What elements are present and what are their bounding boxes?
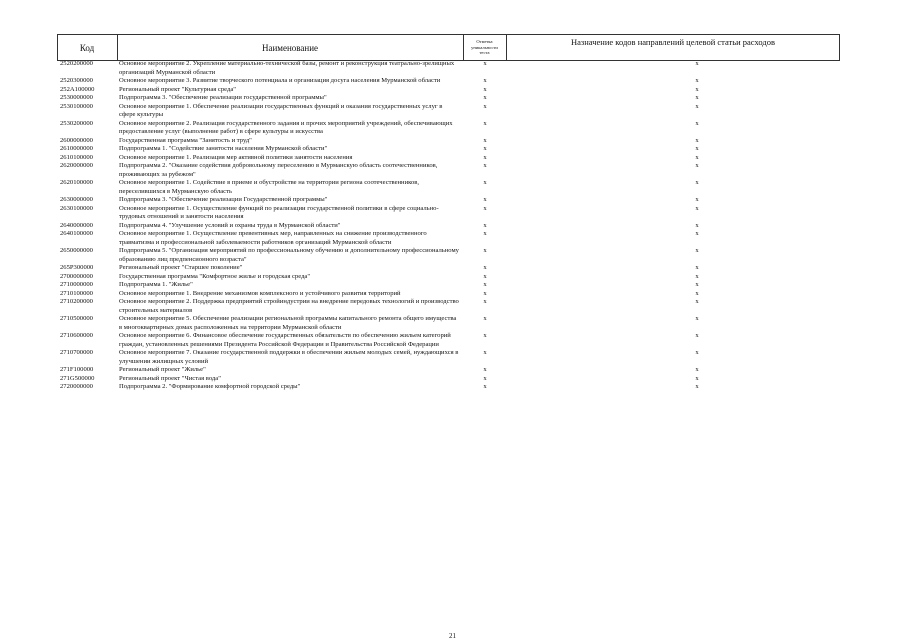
row-name: Подпрограмма 1. "Жилье"	[119, 281, 193, 288]
row-code: 252A100000	[60, 85, 95, 93]
table-row	[57, 332, 840, 349]
row-purpose-mark: x	[695, 162, 699, 169]
row-uniqueness-mark: x	[483, 162, 487, 169]
row-uniqueness-mark: x	[483, 60, 487, 67]
row-code: 2530000000	[60, 94, 93, 101]
row-uniqueness-mark: x	[483, 119, 487, 127]
row-purpose-mark: x	[695, 204, 699, 212]
row-code: 2640100000	[60, 230, 93, 237]
row-purpose-mark: x	[695, 374, 699, 382]
row-purpose-mark: x	[695, 332, 699, 339]
row-code: 2610100000	[60, 153, 93, 161]
row-purpose-mark: x	[695, 230, 699, 237]
row-code: 2650000000	[60, 247, 93, 254]
row-name: Подпрограмма 5. "Организация мероприятий по профессиональному обучению и дополнительному профессиональному образованию лиц предпенсионного возраста"	[119, 247, 459, 263]
row-name: Основное мероприятие 2. Укрепление материально-технической базы, ремонт и реконструкция театрально-зрелищных организаций Мурманской области	[119, 60, 455, 76]
row-code: 2710200000	[60, 298, 93, 305]
row-uniqueness-mark: x	[483, 153, 487, 161]
row-name: Подпрограмма 3. "Обеспечение реализации государственной программы"	[119, 94, 327, 101]
row-uniqueness-mark: x	[483, 281, 487, 288]
row-code: 271F100000	[60, 366, 94, 373]
table-row	[57, 230, 840, 247]
row-purpose-mark: x	[695, 349, 699, 356]
table-row	[57, 264, 840, 273]
row-name: Основное мероприятие 6. Финансовое обеспечение государственных обязательств по обеспечению жильем категорий граждан, установленных решениями Президента Российской Федерации и Правительства Российской Федерации	[119, 332, 451, 348]
row-code: 2530200000	[60, 119, 93, 127]
row-purpose-mark: x	[695, 145, 699, 152]
row-uniqueness-mark: x	[483, 366, 487, 373]
row-code: 2630100000	[60, 204, 93, 212]
row-uniqueness-mark: x	[483, 136, 487, 144]
row-code: 265P300000	[60, 264, 94, 271]
table-row	[57, 298, 840, 315]
table-row	[57, 196, 840, 205]
row-name: Подпрограмма 2. "Формирование комфортной городской среды"	[119, 383, 301, 390]
row-code: 2630000000	[60, 196, 93, 203]
row-uniqueness-mark: x	[483, 332, 487, 339]
row-name: Региональный проект "Старшее поколение"	[119, 264, 243, 271]
table-row	[57, 375, 840, 384]
row-purpose-mark: x	[695, 77, 699, 84]
row-purpose-mark: x	[695, 221, 699, 229]
row-name: Подпрограмма 4. "Улучшение условий и охраны труда в Мурманской области"	[119, 221, 341, 229]
table-row	[57, 137, 840, 146]
row-code: 2610000000	[60, 145, 93, 152]
row-uniqueness-mark: x	[483, 221, 487, 229]
row-uniqueness-mark: x	[483, 315, 487, 322]
row-uniqueness-mark: x	[483, 374, 487, 382]
row-name: Региональный проект "Культурная среда"	[119, 85, 236, 93]
row-purpose-mark: x	[695, 298, 699, 305]
table-row	[57, 315, 840, 332]
row-purpose-mark: x	[695, 94, 699, 101]
row-purpose-mark: x	[695, 383, 699, 390]
table-row	[57, 86, 840, 95]
row-name: Основное мероприятие 1. Содействие в приеме и обустройстве на территории региона соотечественников, переселившихся в Мурманскую область	[119, 179, 420, 195]
row-uniqueness-mark: x	[483, 179, 487, 186]
row-code: 2710700000	[60, 349, 93, 356]
row-name: Основное мероприятие 1. Реализация мер активной политики занятости населения	[119, 153, 353, 161]
row-name: Региональный проект "Жилье"	[119, 366, 206, 373]
row-code: 271G500000	[60, 374, 95, 382]
table-row	[57, 154, 840, 163]
row-purpose-mark: x	[695, 272, 699, 280]
table-row	[57, 366, 840, 375]
row-uniqueness-mark: x	[483, 230, 487, 237]
table-row	[57, 383, 840, 392]
row-purpose-mark: x	[695, 196, 699, 203]
table-row	[57, 94, 840, 103]
row-uniqueness-mark: x	[483, 349, 487, 356]
row-purpose-mark: x	[695, 60, 699, 67]
row-uniqueness-mark: x	[483, 145, 487, 152]
table-body	[57, 60, 840, 392]
row-name: Основное мероприятие 1. Осуществление функций по реализации государственной политики в сфере социально-трудовых отношений и занятости населения	[119, 204, 439, 220]
table-row	[57, 120, 840, 137]
table-row	[57, 205, 840, 222]
row-purpose-mark: x	[695, 315, 699, 322]
table-row	[57, 349, 840, 366]
row-purpose-mark: x	[695, 119, 699, 127]
row-code: 2710000000	[60, 281, 93, 288]
row-name: Основное мероприятие 1. Осуществление превентивных мер, направленных на снижение производственного травматизма и профессиональной заболеваемости работников организаций Мурманской области	[119, 230, 427, 246]
header-purpose: Назначение кодов направлений целевой статьи расходов	[570, 37, 775, 47]
table-row	[57, 222, 840, 231]
row-uniqueness-mark: x	[483, 94, 487, 101]
table-row	[57, 273, 840, 282]
row-code: 2530100000	[60, 102, 93, 110]
page-number: 21	[449, 632, 456, 640]
row-code: 2600000000	[60, 136, 93, 144]
row-name: Основное мероприятие 1. Внедрение механизмов комплексного и устойчивого развития территорий	[119, 289, 401, 297]
row-code: 2640000000	[60, 221, 93, 229]
table-row	[57, 247, 840, 264]
row-name: Государственная программа "Комфортное жилье и городская среда"	[119, 272, 311, 280]
row-name: Подпрограмма 2. "Оказание содействия добровольному переселению в Мурманскую область соотечественников, проживающих за рубежом"	[119, 162, 438, 178]
table-row	[57, 103, 840, 120]
row-uniqueness-mark: x	[483, 383, 487, 390]
row-code: 2710600000	[60, 332, 93, 339]
row-code: 2620000000	[60, 162, 93, 169]
row-name: Основное мероприятие 2. Реализация государственного задания и прочих мероприятий учреждений, обеспечивающих предоставление услуг (выполнение работ) в сфере культуры и искусства	[119, 119, 453, 135]
row-uniqueness-mark: x	[483, 204, 487, 212]
row-purpose-mark: x	[695, 366, 699, 373]
row-code: 2710500000	[60, 315, 93, 322]
row-code: 2520300000	[60, 77, 93, 84]
table-row	[57, 162, 840, 179]
row-uniqueness-mark: x	[483, 102, 487, 110]
row-name: Государственная программа "Занятость и труд"	[119, 136, 252, 144]
table-row	[57, 281, 840, 290]
row-code: 2700000000	[60, 272, 93, 280]
row-name: Подпрограмма 3. "Обеспечение реализации Государственной программы"	[119, 196, 328, 203]
row-code: 2720000000	[60, 383, 93, 390]
row-name: Основное мероприятие 5. Обеспечение реализации региональной программы капитального ремонта общего имущества в многоквартирных домах расположенных на территории Мурманской области	[119, 315, 457, 331]
row-purpose-mark: x	[695, 264, 699, 271]
row-purpose-mark: x	[695, 281, 699, 288]
row-uniqueness-mark: x	[483, 272, 487, 280]
row-uniqueness-mark: x	[483, 264, 487, 271]
row-code: 2710100000	[60, 289, 93, 297]
row-purpose-mark: x	[695, 247, 699, 254]
header-uniqueness-mark: Отметка уникальности теста	[471, 39, 498, 56]
row-purpose-mark: x	[695, 289, 699, 297]
header-name: Наименование	[261, 42, 319, 53]
table-row	[57, 60, 840, 77]
row-code: 2520200000	[60, 60, 93, 67]
table-row	[57, 77, 840, 86]
row-name: Основное мероприятие 2. Поддержка предприятий стройиндустрии на внедрение передовых технологий и производство строительных материалов	[119, 298, 459, 314]
row-uniqueness-mark: x	[483, 196, 487, 203]
row-uniqueness-mark: x	[483, 247, 487, 254]
table-row	[57, 145, 840, 154]
table-header	[57, 34, 840, 61]
row-name: Основное мероприятие 3. Развитие творческого потенциала и организация досуга населения Мурманской области	[119, 77, 441, 84]
row-uniqueness-mark: x	[483, 85, 487, 93]
row-uniqueness-mark: x	[483, 77, 487, 84]
table-row	[57, 179, 840, 196]
row-purpose-mark: x	[695, 136, 699, 144]
row-code: 2620100000	[60, 179, 93, 186]
row-purpose-mark: x	[695, 179, 699, 186]
header-code: Код	[79, 42, 95, 53]
row-uniqueness-mark: x	[483, 289, 487, 297]
row-purpose-mark: x	[695, 85, 699, 93]
row-name: Подпрограмма 1. "Содействие занятости населения Мурманской области"	[119, 145, 328, 152]
table-row	[57, 290, 840, 299]
row-name: Основное мероприятие 7. Оказание государственной поддержки в обеспечении жильем молодых семей, нуждающихся в улучшении жилищных условий	[119, 349, 459, 365]
row-name: Основное мероприятие 1. Обеспечение реализации государственных функций и оказания государственных услуг в сфере культуры	[119, 102, 443, 118]
row-name: Региональный проект "Чистая вода"	[119, 374, 221, 382]
row-purpose-mark: x	[695, 153, 699, 161]
row-uniqueness-mark: x	[483, 298, 487, 305]
row-purpose-mark: x	[695, 102, 699, 110]
